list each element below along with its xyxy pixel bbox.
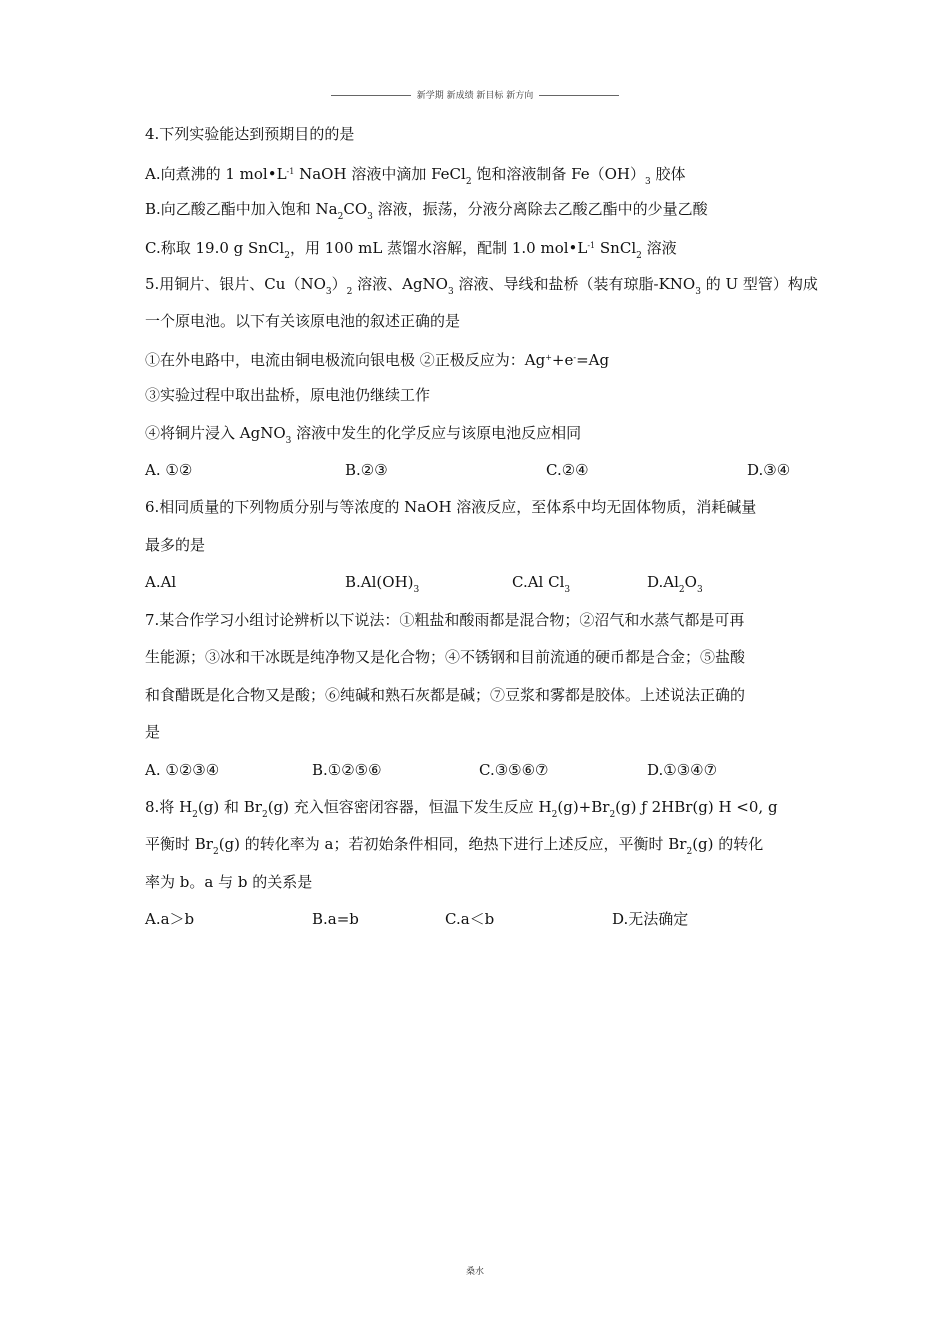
header-rule-left [331,95,411,96]
q7-stem-line3: 和食醋既是化合物又是酸；⑥纯碱和熟石灰都是碱；⑦豆浆和雾都是胶体。上述说法正确的 [145,686,746,704]
q8-option-b: B.a=b [312,910,359,928]
page-footer: 桑水 [465,1267,484,1277]
q5-statement-4: ④将铜片浸入 AgNO$_3$ 溶液中发生的化学反应与该原电池反应相同 [145,424,582,446]
q6-option-b: $B.Al(OH)_3$ [345,573,420,595]
q7-stem-line4: 是 [145,723,161,741]
q6-option-c: C.Al $Cl_3$ [512,573,571,595]
header-text: 新学期 新成绩 新目标 新方向 [416,91,534,101]
q6-option-d: $D.Al_2O_3$ [647,573,703,595]
q4-option-a: A.向煮沸的 1 $mol•L^{-1}$ NaOH 溶液中滴加 FeCl$_2$ 饱和溶液制备 $Fe(OH)_3$ 胶体 [145,165,686,187]
q6-stem-line1: 6.相同质量的下列物质分别与等浓度的 NaOH 溶液反应，至体系中均无固体物质，消耗碱量 [145,498,757,516]
page-header [0,88,950,101]
q5-stem-line1: 5.用铜片、银片、$Cu(NO_3)_2$ 溶液、AgNO$_3$ 溶液、导线和盐桥（装有琼脂$-KNO_3$ 的 U 型管）构成 [145,275,818,297]
q5-option-b: B.②③ [345,461,388,479]
q4-option-c: C.称取 19.0 g SnCl$_2$，用 100 mL 蒸馏水溶解，配制 1.0 $mol•L^{-1}$ SnCl$_2$ 溶液 [145,239,677,261]
q6-option-a: A.Al [145,573,177,591]
q7-option-a: A. ①②③④ [145,761,220,779]
q7-option-d: D.①③④⑦ [647,761,718,779]
q8-option-a: A.a＞b [145,910,195,928]
q7-option-c: C.③⑤⑥⑦ [479,761,549,779]
q5-statement-1-2: ①在外电路中，电流由铜电极流向银电极 ②正极反应为：Ag++e-=Ag [145,351,610,369]
q5-option-c: C.②④ [546,461,589,479]
q8-stem-line3: 率为 b。a 与 b 的关系是 [145,873,313,891]
q7-stem-line2: 生能源；③冰和干冰既是纯净物又是化合物；④不锈钢和目前流通的硬币都是合金；⑤盐酸 [145,648,746,666]
q6-stem-line2: 最多的是 [145,536,206,554]
q8-option-d: D.无法确定 [612,910,689,928]
q7-option-b: B.①②⑤⑥ [312,761,382,779]
header-rule-right [539,95,619,96]
q4-option-b: B.向乙酸乙酯中加入饱和 $Na_2CO_3$ 溶液，振荡，分液分离除去乙酸乙酯中的少量乙酸 [145,200,708,222]
q4-stem: 4.下列实验能达到预期目的的是 [145,125,355,143]
q8-stem-line1: 8.将 $H_2(g)$ 和 $Br_2(g)$ 充入恒容密闭容器，恒温下发生反应 $H_2(g)+Br_2(g)$ ƒ 2HBr(g) H <0, g [145,798,778,820]
q8-stem-line2: 平衡时 $Br_2(g)$ 的转化率为 a；若初始条件相同，绝热下进行上述反应，平衡时 $Br_2(g)$ 的转化 [145,835,764,857]
q5-option-d: D.③④ [747,461,791,479]
q5-statement-3: ③实验过程中取出盐桥，原电池仍继续工作 [145,386,431,404]
q7-stem-line1: 7.某合作学习小组讨论辨析以下说法：①粗盐和酸雨都是混合物；②沼气和水蒸气都是可再 [145,611,745,629]
q5-stem-line2: 一个原电池。以下有关该原电池的叙述正确的是 [145,312,461,330]
q5-option-a: A. ①② [145,461,193,479]
q8-option-c: C.a＜b [445,910,495,928]
